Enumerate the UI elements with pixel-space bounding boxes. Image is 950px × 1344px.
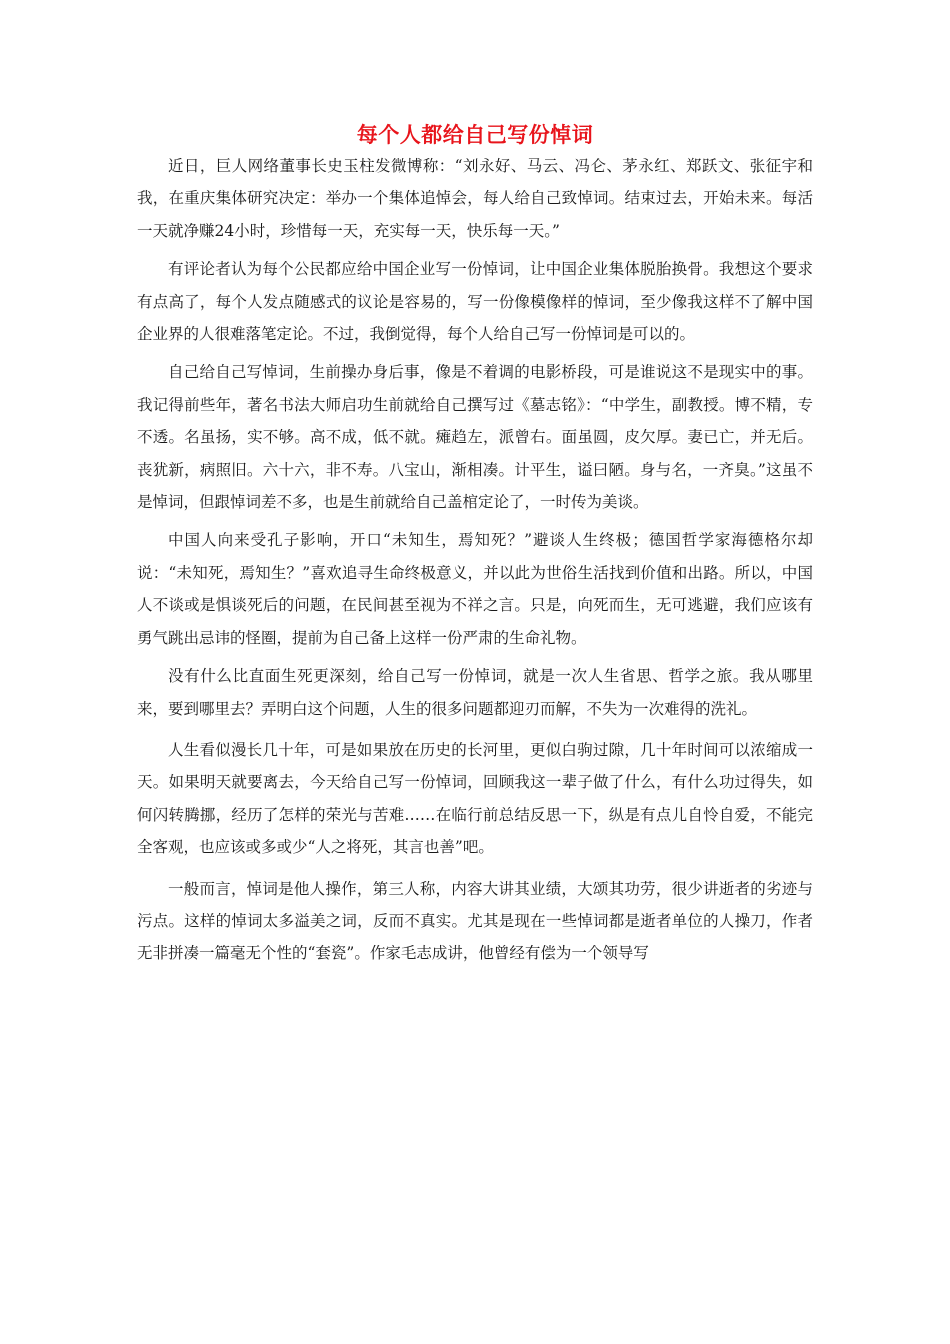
paragraph-5: 没有什么比直面生死更深刻，给自己写一份悼词，就是一次人生省思、哲学之旅。我从哪里来，要到哪里去？弄明白这个问题，人生的很多问题都迎刃而解，不失为一次难得的洗礼。 [137, 667, 813, 718]
paragraph-3: 自己给自己写悼词，生前操办身后事，像是不着调的电影桥段，可是谁说这不是现实中的事。我记得前些年，著名书法大师启功生前就给自己撰写过《墓志铭》：“中学生，副教授。博不精，专不透。名虽扬，实不够。高不成，低不就。瘫趋左，派曾右。面虽圆，皮欠厚。妻已亡，并无后。丧犹新，病照旧。六十六，非不寿。八宝山，渐相凑。计平生，谥曰陋。身与名，一齐臭。”这虽不是悼词，但跟悼词差不多，也是生前就给自己盖棺定论了，一时传为美谈。 [137, 363, 813, 512]
paragraph-4: 中国人向来受孔子影响，开口“未知生，焉知死？”避谈人生终极；德国哲学家海德格尔却说：“未知死，焉知生？”喜欢追寻生命终极意义，并以此为世俗生活找到价值和出路。所以，中国人不谈或是惧谈死后的问题，在民间甚至视为不祥之言。只是，向死而生，无可逃避，我们应该有勇气跳出忌讳的怪圈，提前为自己备上这样一份严肃的生命礼物。 [137, 531, 813, 647]
paragraph-2: 有评论者认为每个公民都应给中国企业写一份悼词，让中国企业集体脱胎换骨。我想这个要求有点高了，每个人发点随感式的议论是容易的，写一份像模像样的悼词，至少像我这样不了解中国企业界的人很难落笔定论。不过，我倒觉得，每个人给自己写一份悼词是可以的。 [137, 260, 813, 344]
document-body [137, 150, 813, 970]
paragraph-7: 一般而言，悼词是他人操作，第三人称，内容大讲其业绩，大颂其功劳，很少讲逝者的劣迹与污点。这样的悼词太多溢美之词，反而不真实。尤其是现在一些悼词都是逝者单位的人操刀，作者无非拼凑一篇毫无个性的“套瓷”。作家毛志成讲，他曾经有偿为一个领导写 [137, 879, 813, 963]
document-title: 每个人都给自己写份悼词 [356, 123, 594, 147]
paragraph-1: 近日，巨人网络董事长史玉柱发微博称：“刘永好、马云、冯仑、茅永红、郑跃文、张征宇和我，在重庆集体研究决定：举办一个集体追悼会，每人给自己致悼词。结束过去，开始未来。每活一天就净赚24小时，珍惜每一天，充实每一天，快乐每一天。” [137, 157, 813, 240]
paragraph-6: 人生看似漫长几十年，可是如果放在历史的长河里，更似白驹过隙，几十年时间可以浓缩成一天。如果明天就要离去，今天给自己写一份悼词，回顾我这一辈子做了什么，有什么功过得失，如何闪转腾挪，经历了怎样的荣光与苦难……在临行前总结反思一下，纵是有点儿自怜自爱，不能完全客观，也应该或多或少“人之将死，其言也善”吧。 [137, 740, 813, 857]
